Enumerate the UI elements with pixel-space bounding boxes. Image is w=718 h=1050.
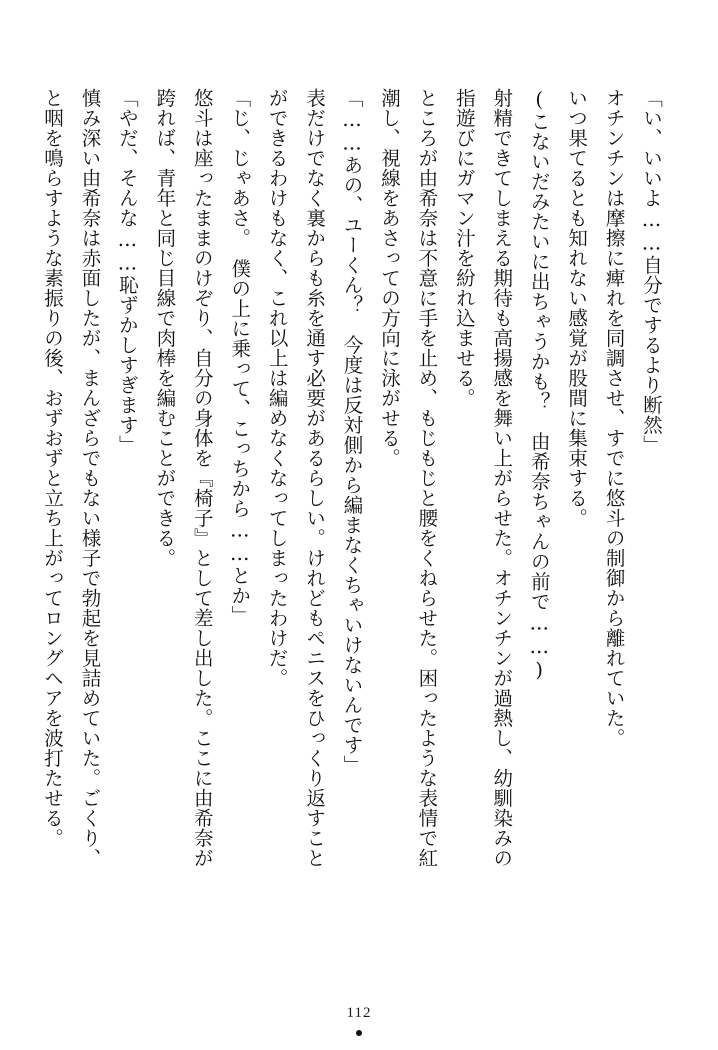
page-number: 112 bbox=[346, 1005, 372, 1021]
paragraph: 「じ、じゃあさ。 僕の上に乗って、こっちから……とか」 bbox=[228, 88, 252, 626]
paragraph: 「やだ、そんな……恥ずかしすぎます」 bbox=[115, 88, 139, 455]
paragraph: 慎み深い由希奈は赤面したが、まんざらでもない様子で勃起を見詰めていた。ごくり、 bbox=[78, 88, 102, 868]
paragraph: と咽を鳴らすような素振りの後、おずおずと立ち上がってロングヘアを波打たせる。 bbox=[41, 88, 64, 848]
paragraph: (こないだみたいに出ちゃうかも？ 由希奈ちゃんの前で……) bbox=[527, 88, 551, 682]
paragraph: 射精できてしまえる期待も高揚感を舞い上がらせた。オチンチンが過熱し、幼馴染みの bbox=[490, 88, 514, 868]
paragraph: ところが由希奈は不意に手を止め、もじもじと腰をくねらせた。困ったような表情で紅 bbox=[415, 88, 439, 868]
paragraph: 跨れば、青年と同じ目線で肉棒を編むことができる。 bbox=[153, 88, 177, 568]
paragraph: 「い、いいよ……自分でするより断然」 bbox=[640, 88, 663, 455]
paragraph: 指遊びにガマン汁を紛れ込ませる。 bbox=[452, 88, 476, 408]
paragraph: ができるわけもなく、これ以上は編めなくなってしまったわけだ。 bbox=[265, 88, 289, 688]
footer-ornament-dot bbox=[356, 1030, 362, 1036]
paragraph: オチンチンは摩擦に痺れを同調させ、すでに悠斗の制御から離れていた。 bbox=[602, 88, 626, 748]
paragraph: 悠斗は座ったままのけぞり、自分の身体を『椅子』として差し出した。ここに由希奈が bbox=[190, 88, 214, 868]
page-body-text bbox=[41, 88, 670, 968]
paragraph: 「……あの、ユーくん？ 今度は反対側から編まなくちゃいけないんです」 bbox=[340, 88, 364, 775]
paragraph: いつ果てるとも知れない感覚が股間に集束する。 bbox=[565, 88, 589, 528]
paragraph: 表だけでなく裏からも糸を通す必要があるらしい。けれどもペニスをひっくり返すこと bbox=[303, 88, 327, 868]
paragraph: 潮し、視線をあさっての方向に泳がせる。 bbox=[377, 88, 401, 468]
